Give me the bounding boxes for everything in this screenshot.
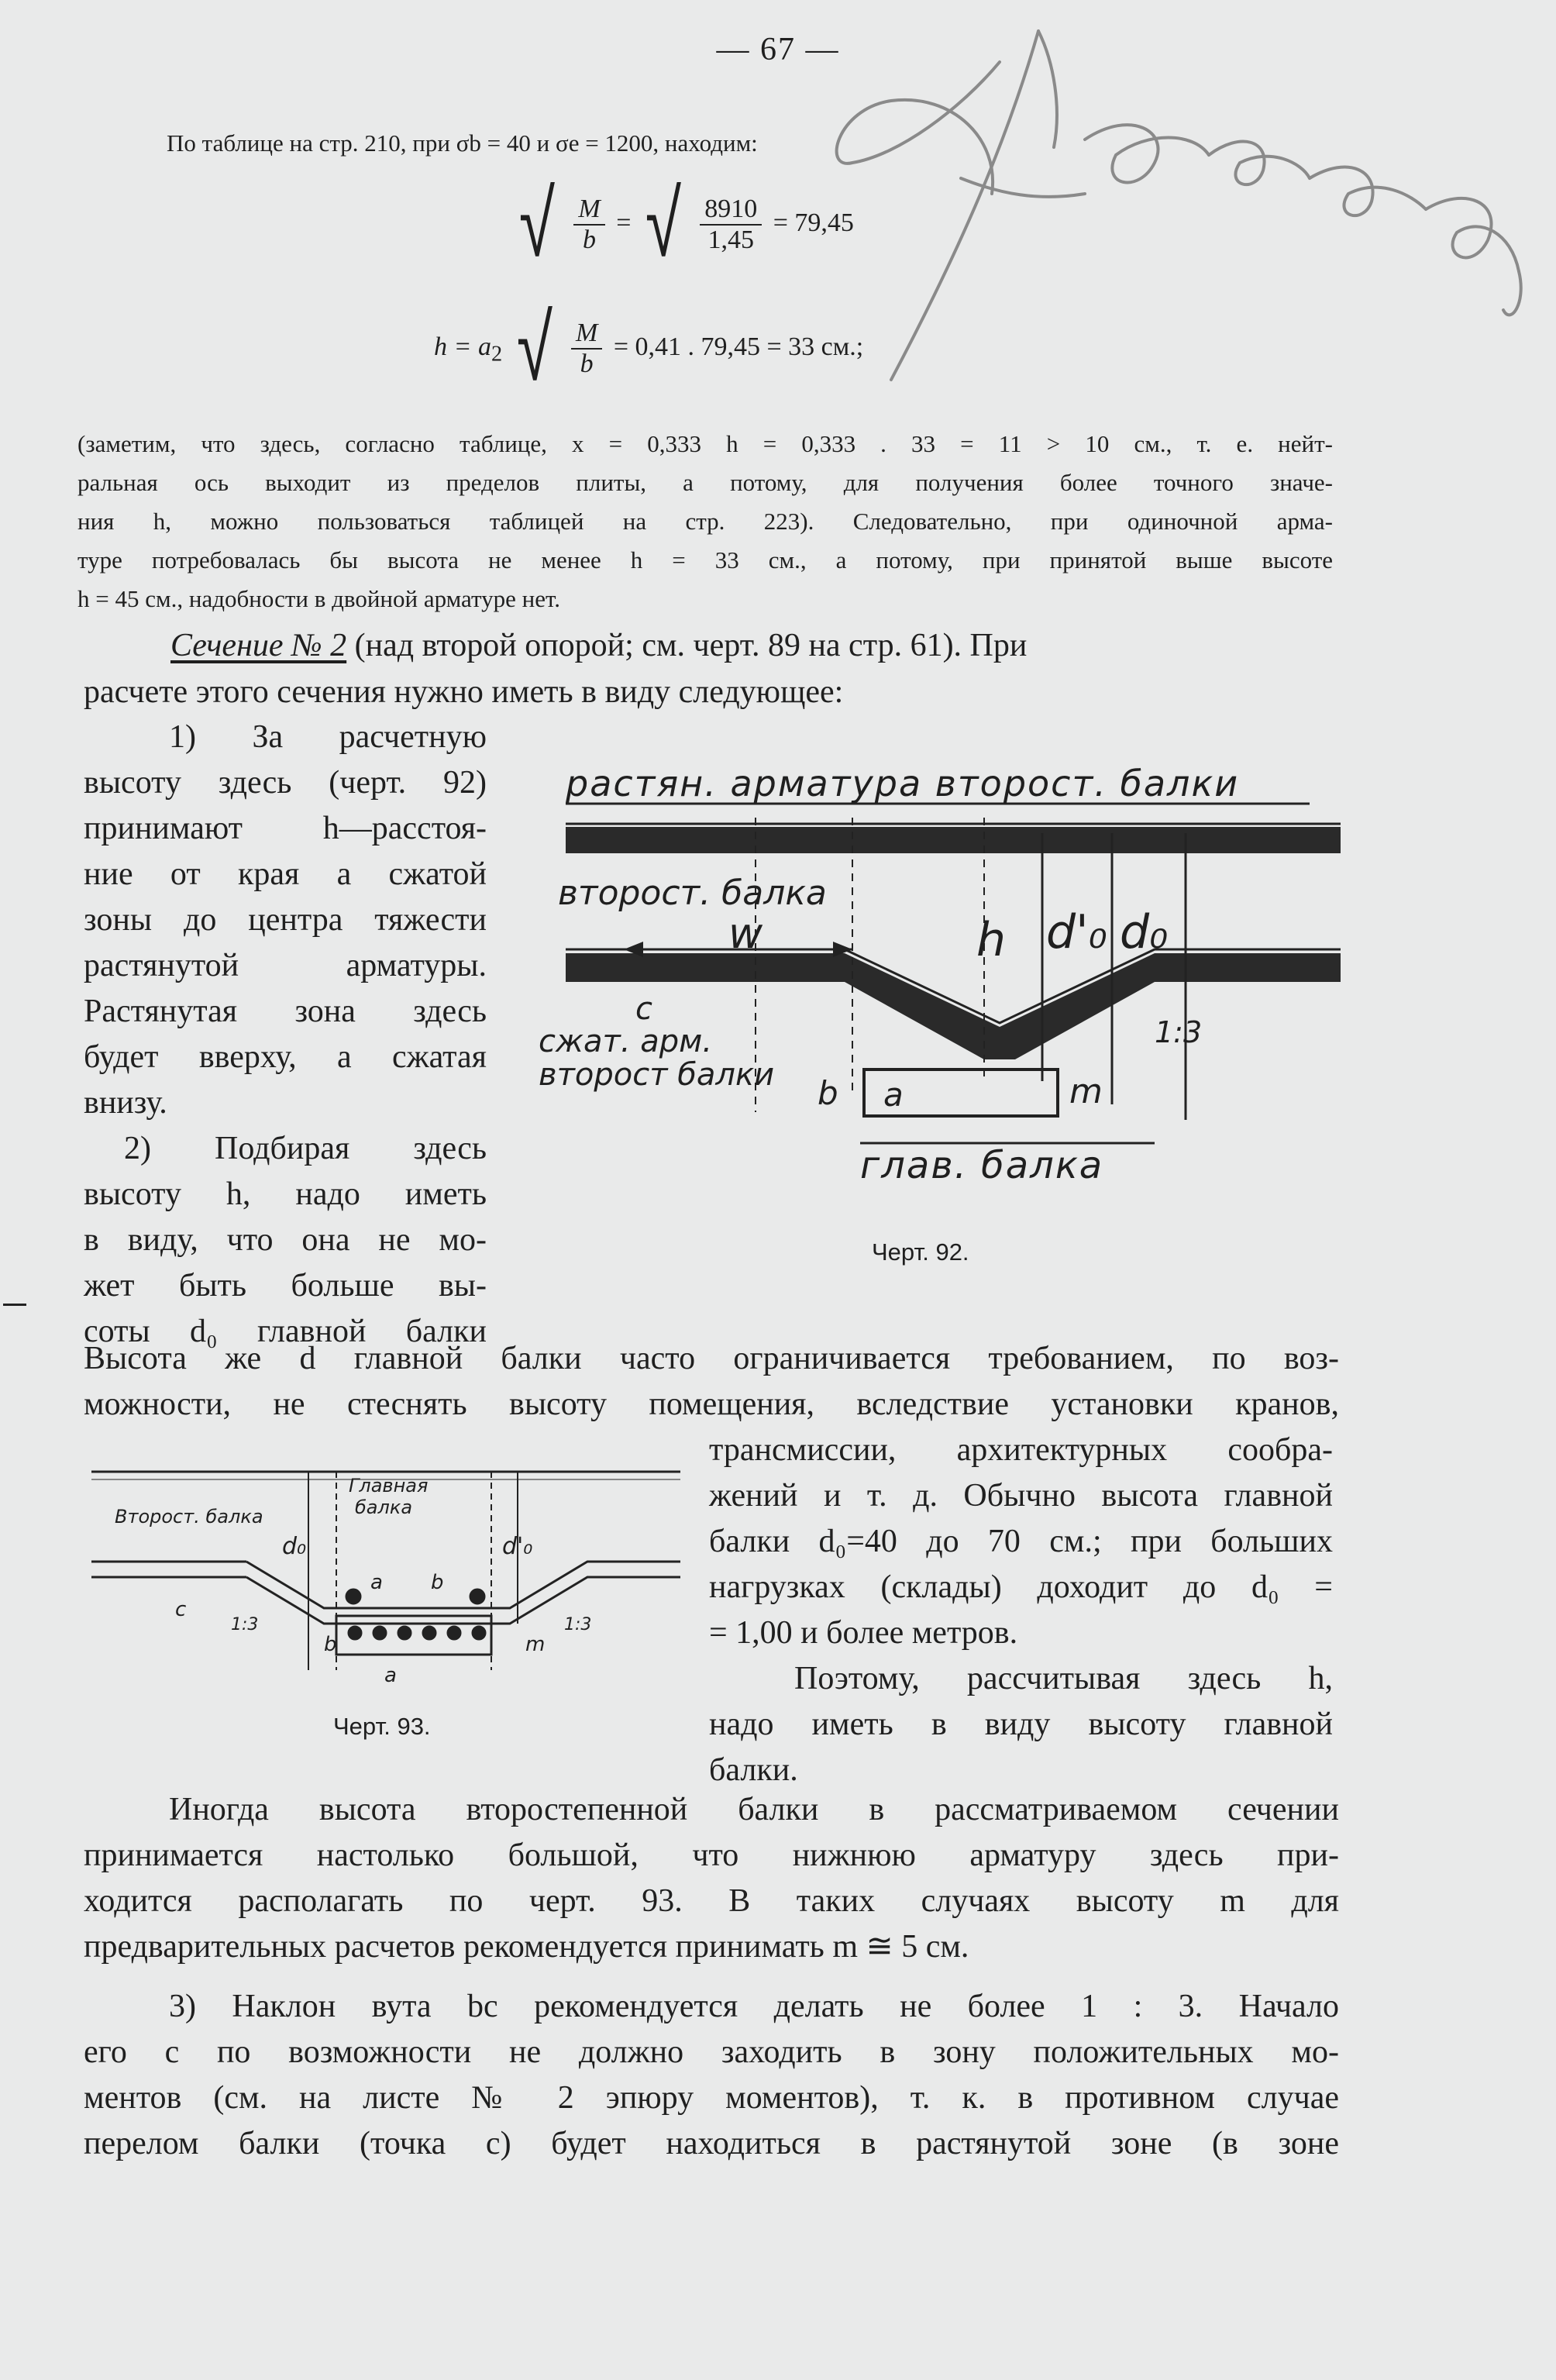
fig92-slope: 1:3 [1155,1015,1203,1049]
fig93-caption: Черт. 93. [333,1713,431,1740]
left-line: внизу. [84,1085,167,1121]
fig93-d0: d₀ [282,1533,307,1560]
para3-line: перелом балки (точка c) будет находиться в растянутой зоне (в зоне [84,2126,1339,2161]
right-line: балки d₀=40 до 70 см.; при больших [709,1524,1333,1559]
right-line: балки. [709,1752,798,1788]
fig92-c: c [635,991,652,1027]
formula-2-prefix: h = a [434,332,491,361]
right-line: трансмиссии, архитектурных сообра- [709,1432,1333,1468]
full-line: Высота же d главной балки часто ограничивается требованием, по воз- [84,1341,1339,1376]
intro-line: По таблице на стр. 210, при σb = 40 и σe = 1200, находим: [167,129,758,157]
section-line-2: расчете этого сечения нужно иметь в виду следующее: [84,674,844,710]
paragraph-full-1 [84,1336,1339,1428]
page-number: — 67 — [716,32,840,67]
fig92-d0: d₀ [1120,905,1169,959]
paragraph-2 [84,1787,1339,1970]
note-line: h = 45 см., надобности в двойной арматуре нет. [77,585,560,612]
fig92-b: b [818,1074,838,1112]
fig92-label-beam: второст. балка [558,873,827,913]
section-rest: (над второй опорой; см. черт. 89 на стр. 61). При [346,628,1028,663]
left-line: соты d₀ главной балки [84,1314,487,1349]
right-column [709,1428,1333,1793]
right-line: = 1,00 и более метров. [709,1615,1018,1651]
left-line: будет вверху, а сжатая [84,1039,487,1075]
formula-2 [434,294,864,402]
note-line: ния h, можно пользоваться таблицей на стр. 223). Следовательно, при одиночной арма- [77,508,1333,535]
para2-line: Иногда высота второстепенной балки в рассматриваемом сечении [169,1792,1339,1827]
section-heading [170,623,1333,669]
right-line: жений и т. д. Обычно высота главной [709,1478,1333,1514]
figure-93 [91,1461,696,1693]
para2-line: ходится располагать по черт. 93. В таких случаях высоту m для [84,1883,1339,1919]
left-line: 2) Подбирая здесь [124,1131,487,1166]
fig93-a-top: a [370,1571,383,1594]
formula-1: √ $\frac{M}{b}$ = √ $\frac{8910}{1,45}$ = 79,45 [518,170,854,278]
margin-dash [3,1304,26,1306]
left-line: жет быть больше вы- [84,1268,487,1304]
formula-2-result: = 0,41 . 79,45 = 33 см.; [613,332,864,361]
para3-line: его c по возможности не должно заходить в зону положительных мо- [84,2034,1339,2070]
fig93-b: b [324,1633,337,1656]
fig92-label-top: растян. арматура второст. балки [566,763,1240,804]
para2-line: предварительных расчетов рекомендуется принимать m ≅ 5 см. [84,1929,969,1965]
left-line: Растянутая зона здесь [84,994,487,1029]
section-title: Сечение № 2 [170,628,347,663]
fig92-h: h [976,913,1007,967]
fig93-m: m [525,1633,546,1656]
left-line: принимают h—расстоя- [84,811,487,846]
note-line: (заметим, что здесь, согласно таблице, x = 0,333 h = 0,333 . 33 = 11 > 10 см., т. е. нейт- [77,430,1333,457]
left-line: растянутой арматуры. [84,948,487,983]
fig93-label-main2: балка [355,1497,413,1518]
fig93-d0p: d'₀ [502,1533,533,1560]
fig93-b-top: b [431,1571,444,1594]
fig92-label-compr2: второст балки [539,1057,775,1093]
fig93-label-sec: Второст. балка [115,1506,263,1528]
left-line: высоту h, надо иметь [84,1176,487,1212]
formula-1-left-num: M [578,195,601,223]
note-line: ральная ось выходит из пределов плиты, а потому, для получения более точного значе- [77,469,1333,496]
fig92-caption: Черт. 92. [872,1238,969,1266]
para2-line: принимается настолько большой, что нижнюю арматуру здесь при- [84,1838,1339,1873]
right-line: надо иметь в виду высоту главной [709,1707,1333,1742]
right-line: Поэтому, рассчитывая здесь h, [794,1661,1333,1696]
para3-line: 3) Наклон вута bc рекомендуется делать не более 1 : 3. Начало [169,1989,1339,2024]
formula-1-left-den: b [583,226,597,254]
formula-2-num: M [575,319,598,347]
para3-line: ментов (см. на листе № 2 эпюру моментов), т. к. в противном случае [84,2080,1339,2116]
fig92-label-main: глав. балка [860,1144,1104,1187]
figure-92 [535,756,1341,1205]
left-line: ние от края a сжатой [84,856,487,892]
fig92-a: a [883,1076,904,1114]
paragraph-3 [84,1984,1339,2167]
left-line: высоту здесь (черт. 92) [84,765,487,801]
note-line: туре потребовалась бы высота не менее h = 33 см., а потому, при принятой выше высоте [77,546,1333,573]
fig93-slope-right: 1:3 [564,1615,592,1634]
full-line: можности, не стеснять высоту помещения, вследствие установки кранов, [84,1386,1339,1422]
left-line: 1) За расчетную [169,719,487,755]
handwritten-signature [806,15,1550,418]
formula-1-right-den: 1,45 [707,226,754,254]
formula-2-sub: 2 [491,342,503,367]
radical-sign: √ [645,170,681,278]
fig93-label-main1: Главная [349,1475,429,1497]
fig92-m: m [1069,1072,1103,1111]
fig92-w: w [728,909,763,958]
left-line: в виду, что она не мо- [84,1222,487,1258]
formula-1-right-num: 8910 [700,195,762,226]
fig92-label-compr1: сжат. арм. [539,1024,713,1059]
right-line: нагрузках (склады) доходит до d₀ = [709,1569,1333,1605]
formula-2-den: b [580,350,594,378]
formula-1-result: = 79,45 [773,208,854,237]
left-line: зоны до центра тяжести [84,902,487,938]
fig92-d0p: d'₀ [1046,905,1107,959]
fig93-c: c [175,1598,187,1621]
note-paragraph [77,425,1333,618]
fig93-slope-left: 1:3 [231,1615,259,1634]
left-column [84,715,487,1355]
radical-sign: √ [518,170,555,278]
radical-sign: √ [516,294,553,402]
fig93-a: a [384,1664,397,1687]
